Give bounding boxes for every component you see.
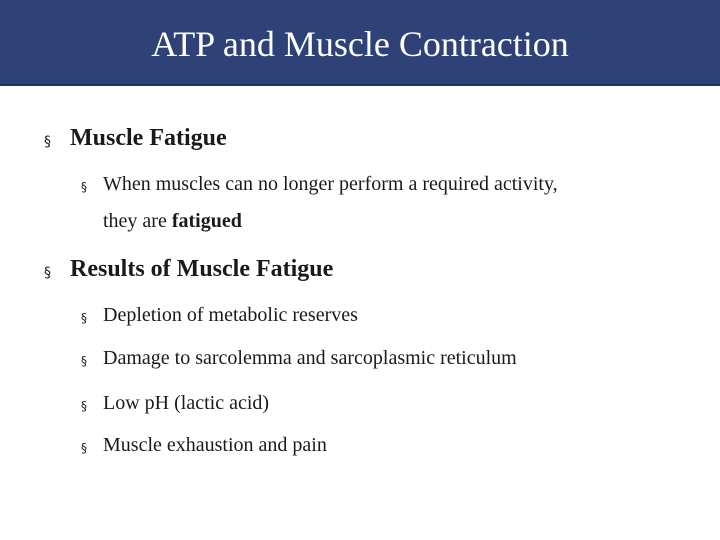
bullet-marker-icon: § (81, 441, 87, 455)
sub-bullet-text: Muscle exhaustion and pain (103, 434, 327, 456)
section-heading-text: Muscle Fatigue (70, 125, 227, 151)
bullet-marker-icon: § (44, 134, 51, 150)
sub-bullet-text: Damage to sarcolemma and sarcoplasmic reticulum (103, 347, 517, 369)
bullet-marker-icon: § (44, 265, 51, 281)
bullet-marker-icon: § (81, 180, 87, 194)
sub-bullet-text-line1: When muscles can no longer perform a required activity, (103, 173, 558, 195)
bullet-marker-icon: § (81, 399, 87, 413)
sub-bullet-low-ph (81, 390, 270, 416)
sub-bullet-bold-term: fatigued (171, 210, 242, 232)
bullet-marker-icon: § (81, 311, 87, 325)
section-heading-muscle-fatigue (44, 123, 227, 153)
sub-bullet-exhaustion (81, 432, 327, 458)
sub-bullet-text-line2-prefix: they are (103, 210, 172, 232)
bullet-marker-icon: § (81, 354, 87, 368)
section-heading-text: Results of Muscle Fatigue (70, 256, 334, 282)
sub-bullet-fatigue-definition (81, 171, 558, 197)
sub-bullet-depletion (81, 302, 358, 328)
title-bar (0, 0, 720, 86)
section-heading-results-of-muscle-fatigue (44, 254, 334, 284)
sub-bullet-text: Low pH (lactic acid) (103, 392, 270, 414)
sub-bullet-text: Depletion of metabolic reserves (103, 304, 358, 326)
slide-title: ATP and Muscle Contraction (151, 24, 569, 64)
sub-bullet-continuation (103, 208, 242, 234)
sub-bullet-damage (81, 345, 517, 371)
